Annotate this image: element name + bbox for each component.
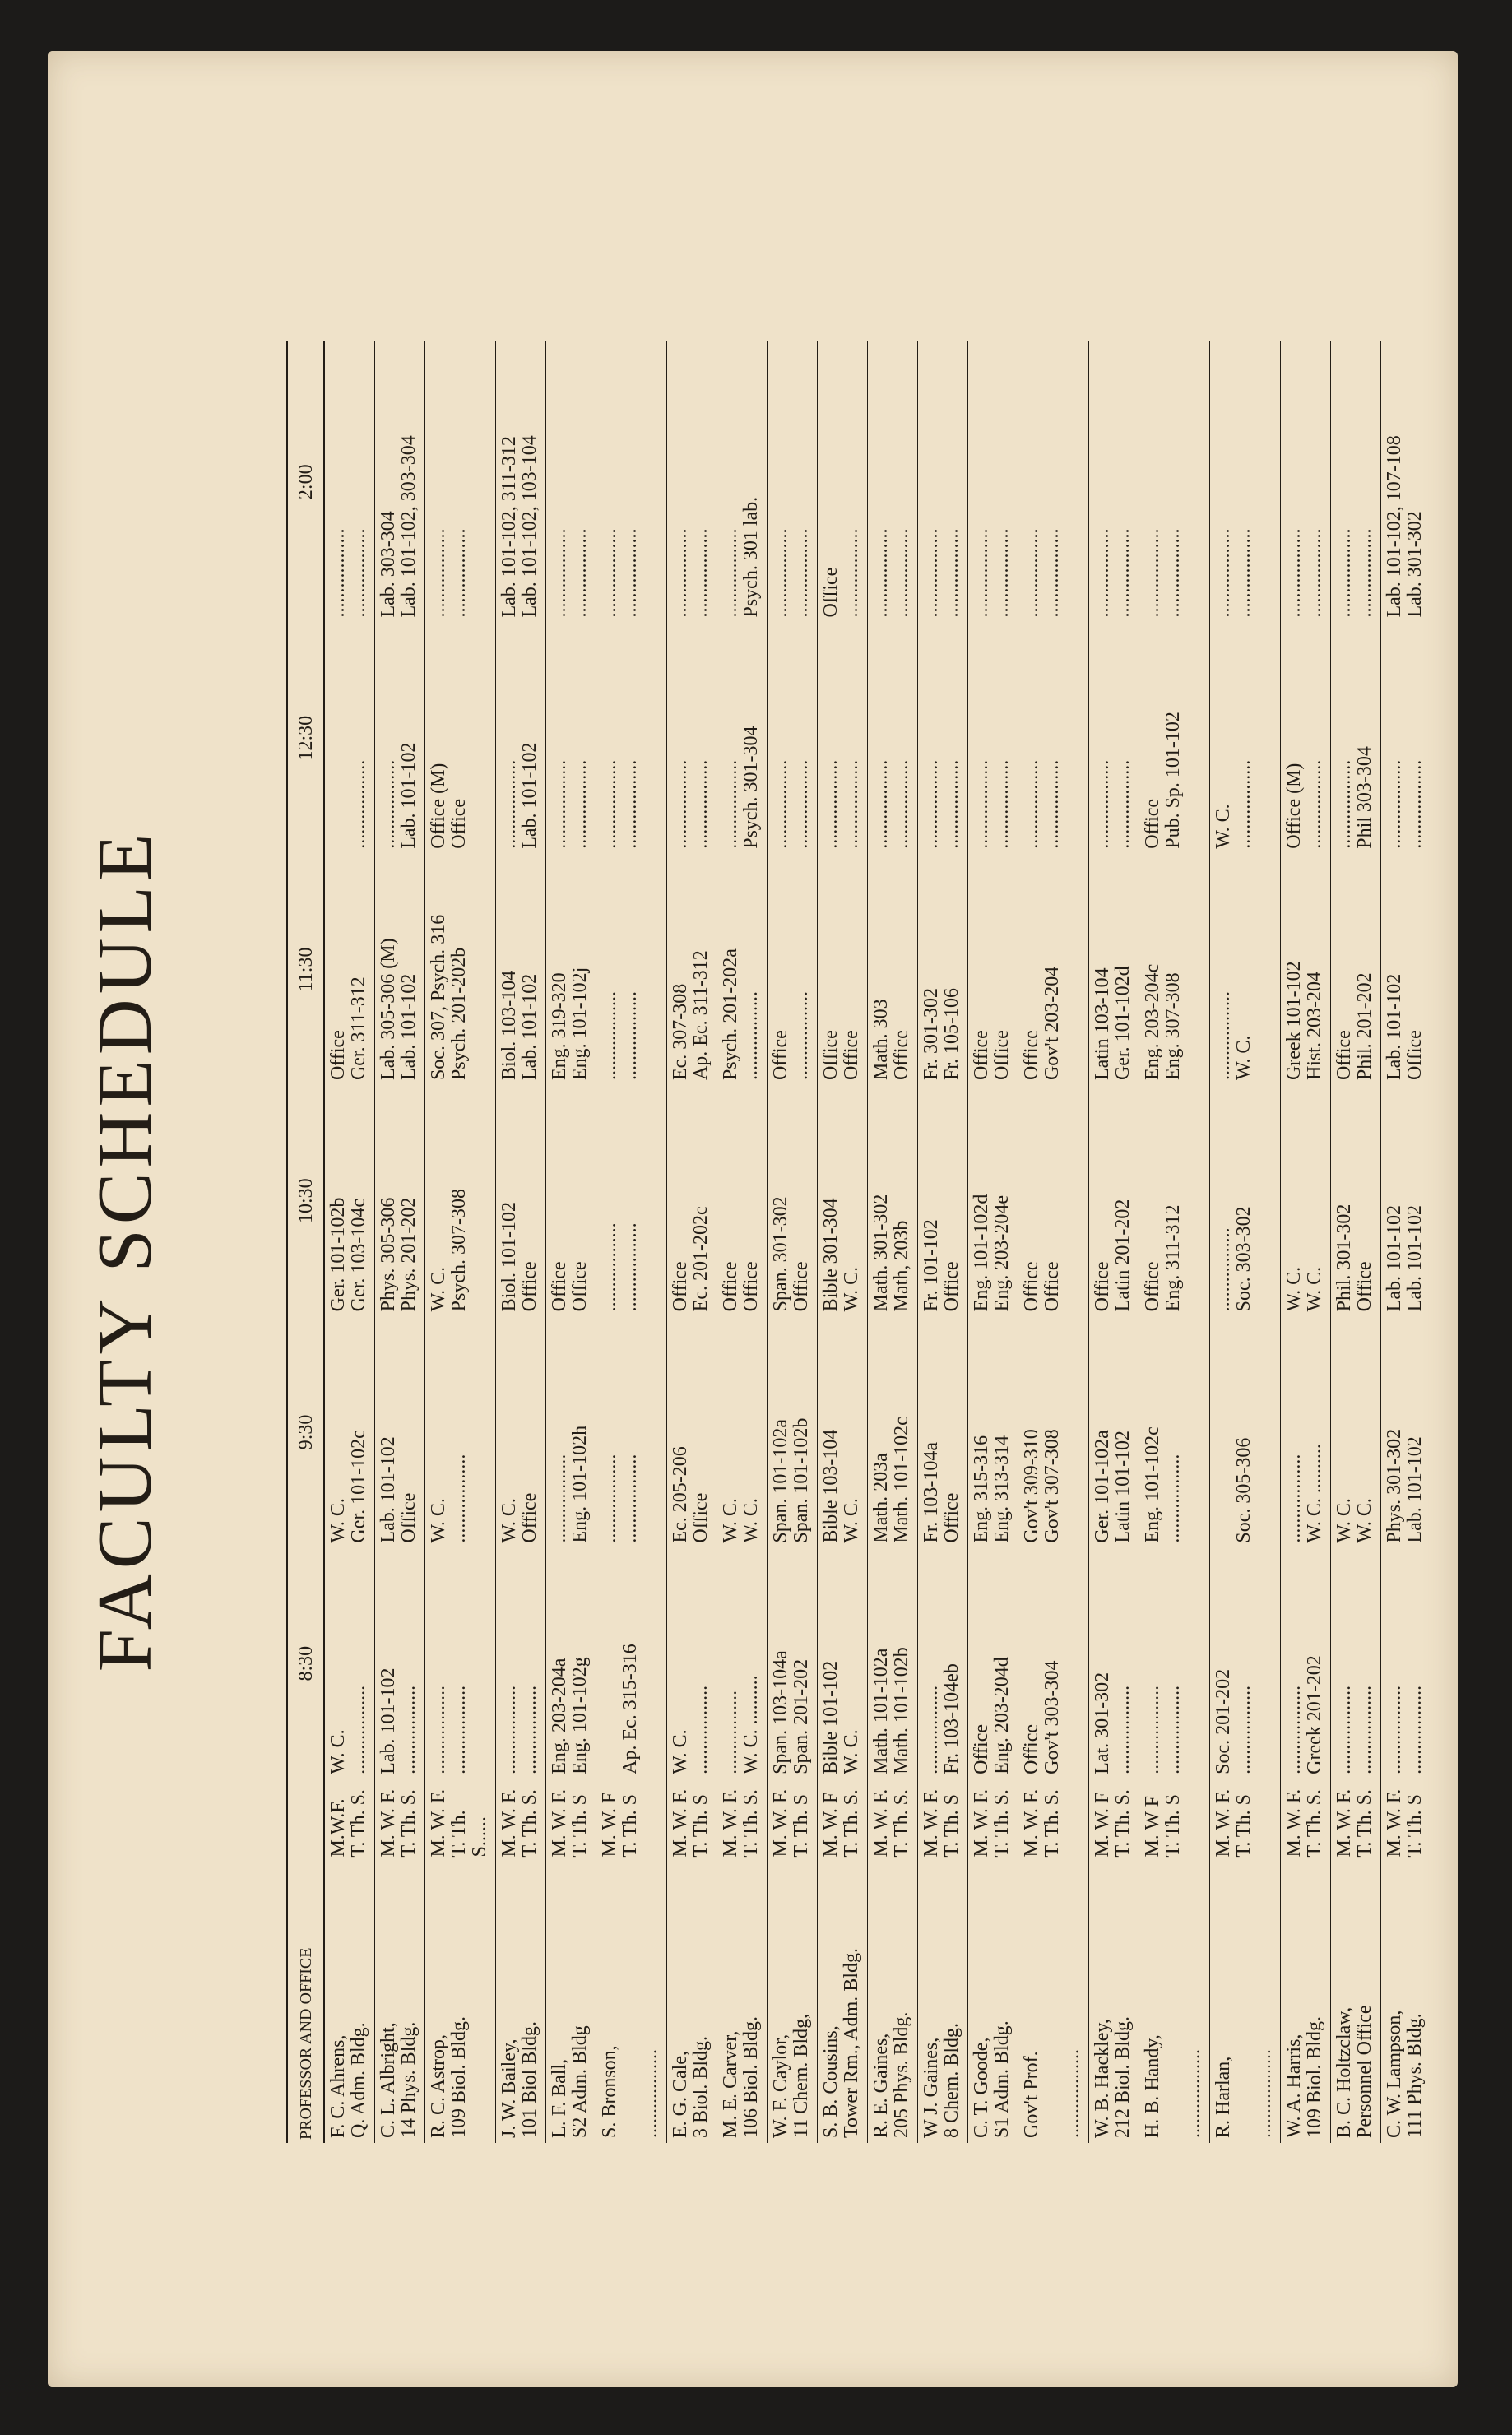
days-cell: M. W. F. T. Th. S...... [428, 1788, 490, 1858]
schedule-cell: Office .................. [820, 528, 862, 618]
schedule-cell: .................. Phil 303-304 [1333, 746, 1375, 849]
schedule-cell: Ger. 101-102a Latin 101-102 [1092, 1430, 1134, 1543]
professor-cell: W. B. Hackley, 212 Biol. Bldg. [1092, 2015, 1134, 2138]
schedule-cell: W. C. W. C. [1283, 1266, 1325, 1312]
schedule-cell: Office Gov't 203-204 [1021, 966, 1063, 1081]
schedule-cell: Eng. 101-102c .................. [1142, 1426, 1184, 1543]
schedule-cell: .................. Fr. 103-104eb [921, 1663, 962, 1774]
schedule-cell: Office Gov't 303-304 [1021, 1660, 1063, 1774]
schedule-cell: .................. .................. [599, 1222, 641, 1312]
schedule-cell: W. C. W. C. [1333, 1498, 1375, 1543]
schedule-cell: .................. Greek 201-202 [1283, 1655, 1325, 1774]
rotated-sheet [81, 197, 1426, 2303]
schedule-cell: .................. .................. [770, 759, 812, 849]
table-row [968, 341, 1018, 2143]
schedule-cell: .................. .................. [428, 528, 470, 618]
table-row [324, 341, 375, 2143]
schedule-cell: Phil. 301-302 Office [1333, 1204, 1375, 1312]
professor-cell: W. A. Harris, 109 Biol. Bldg. [1283, 2015, 1325, 2138]
schedule-cell: .................. .................. [1142, 528, 1184, 618]
schedule-cell: Phys. 301-302 Lab. 101-102 [1384, 1428, 1426, 1543]
schedule-cell: Greek 101-102 Hist. 203-204 [1283, 961, 1325, 1081]
schedule-cell: .................. .................. [1333, 528, 1375, 618]
days-cell: M. W. F. T. Th. S. [971, 1788, 1013, 1858]
schedule-cell: Ec. 205-206 Office [670, 1446, 712, 1543]
professor-cell: C. L. Albright, 14 Phys. Bldg. [378, 2021, 420, 2138]
schedule-cell: .................. .................. [549, 759, 591, 849]
schedule-cell: Office Phil. 201-202 [1333, 972, 1375, 1081]
table-row [918, 341, 968, 2143]
schedule-cell: Eng. 101-102d Eng. 203-204e [971, 1194, 1013, 1312]
schedule-cell: Bible 103-104 W. C. [820, 1429, 862, 1543]
days-cell: M. W. F. T. Th. S. [720, 1788, 762, 1858]
schedule-cell: .................. .................. [599, 1454, 641, 1543]
schedule-cell: Eng. 203-204c Eng. 307-308 [1142, 963, 1184, 1081]
schedule-cell: .................. .................. [820, 759, 862, 849]
table-row [818, 341, 868, 2143]
schedule-cell: .................. .................. [1092, 759, 1134, 849]
professor-cell: H. B. Handy, .................. [1142, 2034, 1204, 2138]
schedule-cell: Office Office [549, 1261, 591, 1312]
days-cell: M. W. F. T. Th. S. [1021, 1788, 1063, 1858]
schedule-cell: .................. .................. [1021, 759, 1063, 849]
table-row [868, 341, 918, 2143]
schedule-table [286, 341, 1431, 2143]
days-cell: M.W.F. T. Th. S. [327, 1789, 369, 1858]
schedule-cell: .................. Eng. 101-102h [549, 1425, 591, 1543]
schedule-cell: .................. .................. [921, 759, 962, 849]
schedule-cell: W. C. W. C. [720, 1498, 762, 1543]
schedule-cell: Math. 301-302 Math, 203b [870, 1194, 912, 1312]
schedule-cell: W. C. .................. [428, 1454, 470, 1543]
professor-cell: B. C. Holtzclaw, Personnel Office [1333, 2005, 1375, 2138]
table-row [717, 341, 768, 2143]
schedule-cell: Math. 101-102a Math. 101-102b [870, 1647, 912, 1774]
schedule-cell: Gov't 309-310 Gov't 307-308 [1021, 1429, 1063, 1543]
header-time: 9:30 [287, 1316, 324, 1547]
schedule-cell: Soc. 307, Psych. 316 Psych. 201-202b [428, 914, 470, 1081]
header-professor: PROFESSOR AND OFFICE [287, 1862, 324, 2143]
header-time: 2:00 [287, 341, 324, 623]
schedule-cell: Latin 103-104 Ger. 101-102d [1092, 966, 1134, 1081]
schedule-cell: Ec. 307-308 Ap. Ec. 311-312 [670, 950, 712, 1081]
schedule-cell: Bible 101-102 W. C. [820, 1660, 862, 1774]
professor-cell: J. W. Bailey, 101 Biol Bldg. [499, 2020, 540, 2138]
schedule-cell: .................. .................. [921, 528, 962, 618]
schedule-cell: Eng. 319-320 Eng. 101-102j [549, 967, 591, 1081]
schedule-cell: .................. [348, 759, 369, 849]
professor-cell: S. Bronson, .................. [599, 2045, 661, 2138]
schedule-cell: .................. W. C. [1213, 991, 1255, 1081]
table-row [375, 341, 425, 2143]
days-cell: M. W. F. T. Th. S. [499, 1788, 540, 1858]
professor-cell: R. C. Astrop, 109 Biol. Bldg. [428, 2015, 470, 2138]
schedule-body [324, 341, 1431, 2143]
table-row [596, 341, 667, 2143]
schedule-cell: .................. .................. [1142, 1685, 1184, 1774]
professor-cell: Gov't Prof. .................. [1021, 2049, 1083, 2138]
schedule-cell: Office (M) .................. [1283, 759, 1325, 849]
days-cell: M. W. F. T. Th. S. [1283, 1788, 1325, 1858]
schedule-cell: .................. .................. [1384, 1685, 1426, 1774]
header-time: 8:30 [287, 1548, 324, 1779]
professor-cell: C. T. Goode, S1 Adm. Bldg. [971, 2020, 1013, 2138]
days-cell: M. W. F. T. Th. S [549, 1788, 591, 1858]
schedule-cell: .................. .................. [971, 528, 1013, 618]
schedule-cell: Office Office [1021, 1261, 1063, 1312]
schedule-cell: Soc. 201-202 .................. [1213, 1668, 1255, 1774]
schedule-cell: Ap. Ec. 315-316 [619, 1644, 641, 1774]
table-row [1210, 341, 1281, 2143]
schedule-cell: Span. 101-102a Span. 101-102b [770, 1417, 812, 1543]
header-time: 12:30 [287, 623, 324, 854]
page-title: FACULTY SCHEDULE [82, 828, 168, 1672]
schedule-cell: Biol. 101-102 Office [499, 1201, 540, 1312]
schedule-cell: .................. Lab. 101-102 [499, 742, 540, 849]
schedule-cell: Math. 303 Office [870, 999, 912, 1081]
days-cell: M. W F T. Th. S [1142, 1794, 1184, 1858]
days-cell: M. W. F T. Th. S [599, 1792, 641, 1858]
schedule-cell: .................. .................. [327, 528, 369, 618]
table-row [667, 341, 717, 2143]
schedule-cell: W. C. Ger. 101-102c [327, 1430, 369, 1543]
days-cell: M. W. F. T. Th. S [1213, 1788, 1255, 1858]
schedule-cell: Office Latin 201-202 [1092, 1199, 1134, 1312]
schedule-cell: Lab. 303-304 Lab. 101-102, 303-304 [378, 435, 420, 618]
schedule-cell: Office Office [971, 1030, 1013, 1081]
schedule-cell: Span. 103-104a Span. 201-202 [770, 1650, 812, 1774]
schedule-cell: W. C. .................. [670, 1685, 712, 1774]
schedule-cell: Lab. 101-102, 311-312 Lab. 101-102, 103-104 [499, 435, 540, 618]
schedule-cell: Fr. 101-102 Office [921, 1219, 962, 1312]
days-cell: M. W. F. T. Th. S [921, 1788, 962, 1858]
schedule-cell: Fr. 301-302 Fr. 105-106 [921, 988, 962, 1081]
schedule-cell: Biol. 103-104 Lab. 101-102 [499, 970, 540, 1081]
schedule-cell: .................. .................. [971, 759, 1013, 849]
professor-cell: L. F. Ball, S2 Adm. Bldg [549, 2025, 591, 2138]
days-cell: M. W. F. T. Th. S. [870, 1788, 912, 1858]
schedule-cell: .................. .................. [870, 759, 912, 849]
header-time: 11:30 [287, 854, 324, 1085]
schedule-cell: .................. .................. [1384, 759, 1426, 849]
schedule-cell: Phys. 305-306 Phys. 201-202 [378, 1197, 420, 1312]
schedule-cell: Lab. 101-102 Office [378, 1436, 420, 1543]
schedule-cell: ................. W. C. .......... [720, 1675, 762, 1774]
table-row [546, 341, 596, 2143]
professor-cell: S. B. Cousins, Tower Rm., Adm. Bldg. [820, 1948, 862, 2138]
days-cell: M. W. F. T. Th. S. [1333, 1788, 1375, 1858]
schedule-cell: Eng. 203-204a Eng. 101-102g [549, 1657, 591, 1774]
schedule-cell: Lab. 101-102 Lab. 101-102 [1384, 1205, 1426, 1312]
schedule-cell: Lab. 101-102 Office [1384, 973, 1426, 1081]
schedule-cell: ................. Soc. 303-302 [1213, 1206, 1255, 1312]
schedule-cell: Psych. 201-202a .................. [720, 948, 762, 1081]
professor-cell: C. W. Lampson, 111 Phys. Bldg. [1384, 2010, 1426, 2138]
table-row [1018, 341, 1089, 2143]
schedule-cell: .................. .................. [599, 991, 641, 1081]
days-cell: M. W. F. T. Th. S. [378, 1788, 420, 1858]
schedule-cell: W. C. Office [499, 1492, 540, 1543]
schedule-cell: Eng. 315-316 Eng. 313-314 [971, 1435, 1013, 1543]
schedule-cell: .................. .................. [670, 528, 712, 618]
schedule-cell: Lab. 101-102, 107-108 Lab. 301-302 [1384, 435, 1426, 618]
professor-cell: E. G. Cale, 3 Biol. Bldg. [670, 2035, 712, 2138]
schedule-cell: Ger. 101-102b Ger. 103-104c [327, 1197, 369, 1312]
schedule-cell: W. C. Psych. 307-308 [428, 1188, 470, 1312]
days-cell: M. W. F. T. Th. S [1384, 1788, 1426, 1858]
schedule-cell: .................. .................. [770, 528, 812, 618]
schedule-cell: .................. Psych. 301-304 [720, 726, 762, 849]
table-row [1089, 341, 1139, 2143]
days-cell: M. W. F. T. Th. S [670, 1788, 712, 1858]
schedule-cell: .................. .................. [1333, 1685, 1375, 1774]
schedule-cell: Office (M) Office [428, 763, 470, 849]
schedule-cell: .................. .................. [1213, 528, 1255, 618]
schedule-cell: Office Pub. Sp. 101-102 [1142, 712, 1184, 849]
schedule-cell: Lab. 305-306 (M) Lab. 101-102 [378, 938, 420, 1081]
schedule-cell: .................. .................. [1092, 528, 1134, 618]
table-row [425, 341, 496, 2143]
schedule-cell: W. C. .................. [1213, 759, 1255, 849]
schedule-cell: Lab. 101-102 .................. [378, 1667, 420, 1774]
schedule-cell: Bible 301-304 W. C. [820, 1198, 862, 1312]
header-row [287, 341, 324, 2143]
schedule-cell: Soc. 305-306 [1233, 1437, 1255, 1543]
schedule-cell: Fr. 103-104a Office [921, 1441, 962, 1543]
table-row [1139, 341, 1210, 2143]
schedule-cell: .................. .................. [599, 759, 641, 849]
schedule-cell: Office Eng. 311-312 [1142, 1204, 1184, 1312]
schedule-cell: .................. .................. [428, 1685, 470, 1774]
schedule-cell: .................. .................. [499, 1685, 540, 1774]
professor-cell: W J. Gaines, 8 Chem. Bldg. [921, 2022, 962, 2138]
table-row [768, 341, 818, 2143]
schedule-cell: W. C. .................. [327, 1685, 369, 1774]
days-cell: M. W. F T. Th. S. [820, 1789, 862, 1858]
header-days [287, 1779, 324, 1862]
schedule-cell: .................. Psych. 301 lab. [720, 496, 762, 618]
schedule-cell: .................. W. C. .......... [1283, 1444, 1325, 1543]
table-row [1381, 341, 1431, 2143]
professor-cell: R. Harlan, .................. [1213, 2049, 1275, 2138]
schedule-cell: .................. Lab. 101-102 [378, 742, 420, 849]
table-row [1331, 341, 1381, 2143]
days-cell: M. W. F. T. Th. S [770, 1788, 812, 1858]
schedule-cell: .................. .................. [549, 528, 591, 618]
schedule-cell: Office Ger. 311-312 [327, 976, 369, 1081]
professor-cell: M. E. Carver, 106 Biol. Bldg. [720, 2015, 762, 2138]
schedule-cell: Office Eng. 203-204d [971, 1657, 1013, 1774]
table-row [1281, 341, 1331, 2143]
professor-cell: W. F. Caylor, 11 Chem. Bldg, [770, 2013, 812, 2138]
schedule-cell: Office Ec. 201-202c [670, 1206, 712, 1312]
header-time: 10:30 [287, 1085, 324, 1316]
schedule-cell: Office Office [820, 1030, 862, 1081]
schedule-cell: .................. .................. [599, 528, 641, 618]
professor-cell: F. C. Ahrens, Q. Adm. Bldg. [327, 2022, 369, 2138]
schedule-cell: .................. .................. [1283, 528, 1325, 618]
schedule-cell: Math. 203a Math. 101-102c [870, 1417, 912, 1543]
schedule-cell: .................. .................. [1021, 528, 1063, 618]
professor-cell: R. E. Gaines, 205 Phys. Bldg. [870, 2011, 912, 2138]
schedule-cell: .................. .................. [870, 528, 912, 618]
schedule-cell: Span. 301-302 Office [770, 1196, 812, 1312]
schedule-cell: Lat. 301-302 .................. [1092, 1672, 1134, 1774]
schedule-cell: .................. .................. [670, 759, 712, 849]
schedule-cell: Office .................. [770, 991, 812, 1081]
schedule-cell: Office Office [720, 1261, 762, 1312]
days-cell: M. W. F T. Th. S. [1092, 1789, 1134, 1858]
table-row [496, 341, 546, 2143]
